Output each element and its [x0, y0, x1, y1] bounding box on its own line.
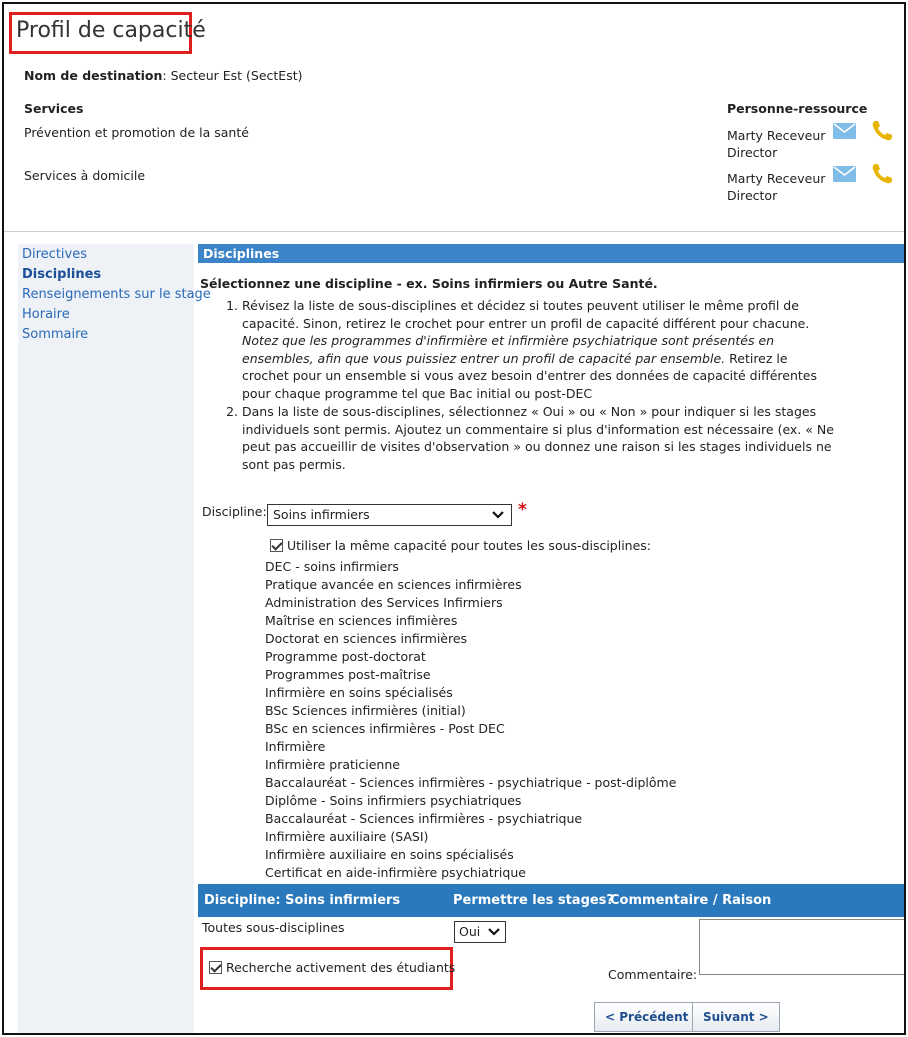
chevron-down-icon — [491, 508, 505, 522]
service-name: Prévention et promotion de la santé — [24, 125, 249, 140]
col-allow-stages: Permettre les stages? — [453, 893, 614, 908]
discipline-label: Discipline: — [202, 504, 267, 519]
discipline-selected-value: Soins infirmiers — [273, 507, 370, 522]
page-title: Profil de capacité — [16, 18, 206, 43]
contact-info — [727, 170, 825, 204]
section-title-bar: Disciplines — [198, 244, 906, 263]
list-item: Programme post-doctorat — [265, 649, 426, 664]
subdiscipline-list — [265, 558, 676, 882]
sidebar-nav — [18, 244, 211, 1034]
comment-textarea[interactable] — [699, 919, 906, 975]
list-item: Infirmière en soins spécialisés — [265, 685, 453, 700]
list-item: Infirmière auxiliaire (SASI) — [265, 829, 429, 844]
step-item: 1. Révisez la liste de sous-disciplines et décidez si toutes peuvent utiliser le même profil de capacité. Sinon, retirez le crochet pour entrer un profil de capacité différent pour chacune. Notez que les programmes d'infirmière et infirmière psychiatrique sont présentés en ensembles, afin que vous puissiez entrer un profil de capacité par ensemble. Retirez le crochet pour un ensemble si vous avez besoin d'entrer des données de capacité différentes pour chaque programme tel que Bac initial ou post-DEC — [242, 297, 837, 402]
mail-icon[interactable] — [833, 166, 856, 182]
phone-icon[interactable] — [870, 162, 894, 186]
sidebar-item-horaire[interactable]: Horaire — [22, 307, 70, 322]
all-subdisciplines-label: Toutes sous-disciplines — [202, 920, 345, 935]
list-item: Infirmière praticienne — [265, 757, 400, 772]
contact-title: Director — [727, 145, 778, 160]
contact-info — [727, 127, 825, 161]
page-frame — [2, 2, 906, 1035]
sidebar-item-disciplines[interactable]: Disciplines — [22, 267, 102, 282]
discipline-select[interactable] — [267, 504, 512, 526]
required-marker: * — [518, 500, 527, 520]
mail-icon[interactable] — [833, 123, 856, 139]
instruction-text: Sélectionnez une discipline - ex. Soins infirmiers ou Autre Santé. — [200, 276, 658, 291]
recherche-checkbox[interactable] — [209, 961, 222, 974]
list-item: BSc en sciences infirmières - Post DEC — [265, 721, 505, 736]
list-item: Programmes post-maîtrise — [265, 667, 431, 682]
sidebar-item-sommaire[interactable]: Sommaire — [22, 327, 89, 342]
chevron-down-icon — [487, 925, 501, 939]
recherche-label: Recherche activement des étudiants — [225, 960, 456, 975]
services-header: Services — [24, 101, 84, 116]
header-divider — [4, 231, 906, 232]
previous-button[interactable]: < Précédent — [594, 1002, 699, 1032]
list-item: Diplôme - Soins infirmiers psychiatriques — [265, 793, 522, 808]
destination-line — [24, 68, 302, 83]
allow-stages-value: Oui — [459, 924, 481, 939]
list-item: Infirmière auxiliaire en soins spécialisés — [265, 847, 514, 862]
list-item: Baccalauréat - Sciences infirmières - psychiatrique - post-diplôme — [265, 775, 677, 790]
contact-name: Marty Receveur — [727, 128, 826, 143]
comment-label: Commentaire: — [608, 967, 698, 982]
list-item: Administration des Services Infirmiers — [265, 595, 503, 610]
col-comment: Commentaire / Raison — [610, 893, 772, 908]
list-item: Infirmière — [265, 739, 326, 754]
sidebar-item-directives[interactable]: Directives — [22, 247, 87, 262]
instruction-steps — [222, 297, 837, 474]
allow-stages-select[interactable] — [454, 921, 506, 943]
list-item: DEC - soins infirmiers — [265, 559, 399, 574]
list-item: Pratique avancée en sciences infirmières — [265, 577, 522, 592]
list-item: Doctorat en sciences infirmières — [265, 631, 468, 646]
list-item: Maîtrise en sciences infimières — [265, 613, 458, 628]
contact-header: Personne-ressource — [727, 101, 868, 116]
contact-name: Marty Receveur — [727, 171, 826, 186]
service-name: Services à domicile — [24, 168, 146, 183]
contact-title: Director — [727, 188, 778, 203]
next-button[interactable]: Suivant > — [692, 1002, 780, 1032]
sidebar-item-renseignements[interactable]: Renseignements sur le stage — [22, 287, 211, 302]
col-discipline: Discipline: Soins infirmiers — [204, 893, 401, 908]
destination-label: Nom de destination — [24, 68, 163, 83]
same-capacity-label: Utiliser la même capacité pour toutes les sous-disciplines: — [286, 538, 652, 553]
recherche-option — [209, 960, 455, 975]
phone-icon[interactable] — [870, 119, 894, 143]
list-item: Certificat en aide-infirmière psychiatrique — [265, 865, 526, 880]
list-item: Baccalauréat - Sciences infirmières - psychiatrique — [265, 811, 583, 826]
same-capacity-option — [270, 538, 651, 553]
same-capacity-checkbox[interactable] — [270, 539, 283, 552]
destination-value: : Secteur Est (SectEst) — [162, 68, 303, 83]
step-item: 2. Dans la liste de sous-disciplines, sélectionnez « Oui » ou « Non » pour indiquer si les stages individuels sont permis. Ajoutez un commentaire si plus d'information est nécessaire (ex. « Ne peut pas accueillir de visites d'observation » ou donnez une raison si les stages individuels ne sont pas permis. — [242, 403, 837, 473]
discipline-table-header — [198, 884, 906, 917]
list-item: BSc Sciences infirmières (initial) — [265, 703, 466, 718]
